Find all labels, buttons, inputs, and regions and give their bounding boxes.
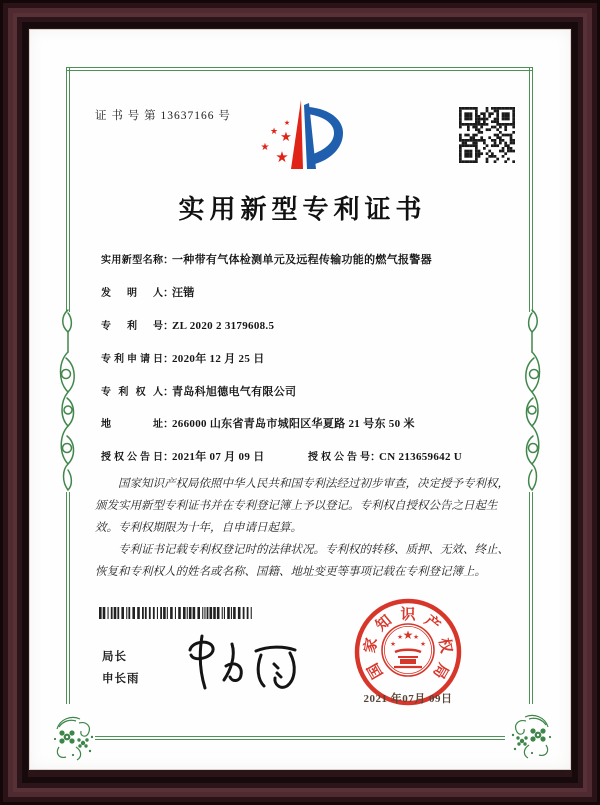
svg-text:家: 家 [362, 636, 381, 655]
field-value: CN 213659642 U [379, 451, 463, 463]
bottom-left-floral-icon [51, 713, 97, 761]
border-right-line-lower [529, 492, 533, 704]
national-emblem-icon [382, 624, 434, 676]
svg-text:★: ★ [390, 640, 396, 648]
barcode [99, 607, 257, 619]
svg-text:知: 知 [373, 612, 396, 635]
field-colon: ： [163, 418, 174, 430]
official-seal [348, 592, 468, 714]
svg-text:★: ★ [269, 127, 279, 137]
field-colon: ： [163, 287, 174, 299]
field-label: 发明人 [101, 288, 163, 299]
field-label: 地址 [101, 419, 163, 430]
field-label: 授权公告日 [101, 452, 163, 463]
field-value: 2020年 12 月 25 日 [172, 353, 265, 365]
svg-text:★: ★ [402, 628, 414, 642]
director-signature [180, 624, 308, 694]
field-colon: ： [163, 451, 174, 463]
svg-text:★: ★ [413, 633, 419, 641]
field-row-patentee [101, 385, 296, 400]
officer-name: 申长雨 [102, 673, 140, 685]
svg-text:产: 产 [420, 612, 443, 635]
legal-text [95, 473, 509, 583]
field-label: 专利号 [101, 321, 163, 332]
svg-text:识: 识 [400, 607, 416, 623]
field-value: 汪锴 [172, 287, 195, 299]
field-value: 一种带有气体检测单元及远程传输功能的燃气报警器 [172, 254, 432, 266]
field-row-grant [101, 450, 463, 465]
svg-text:★: ★ [420, 640, 426, 648]
field-colon: ： [163, 353, 174, 365]
certificate-title: 实用新型专利证书 [178, 195, 427, 224]
field-colon: ： [163, 254, 174, 266]
field-row-filing-date [101, 352, 265, 367]
field-value: ZL 2020 2 3179608.5 [172, 320, 275, 332]
svg-text:国: 国 [365, 659, 387, 682]
svg-text:★: ★ [275, 148, 289, 166]
svg-text:★: ★ [283, 119, 291, 127]
svg-text:权: 权 [435, 636, 454, 655]
field-row-name [101, 253, 432, 268]
left-scroll-flourish-icon [56, 306, 80, 496]
border-top-line [67, 67, 533, 71]
svg-text:★: ★ [280, 130, 292, 145]
right-scroll-flourish-icon [520, 306, 544, 496]
seal-circular-text [360, 605, 455, 682]
certificate-number: 证 书 号 第 13637166 号 [95, 110, 231, 122]
seal-date: 2021 年07月 09日 [363, 693, 453, 705]
cnipa-logo-icon [256, 97, 348, 171]
legal-paragraph-1: 国家知识产权局依照中华人民共和国专利法经过初步审查，决定授予专利权，颁发实用新型专利证书并在专利登记簿上予以登记。专利权自授权公告之日起生效。专利权期限为十年，自申请日起算。 [95, 478, 509, 534]
qr-code [459, 107, 515, 163]
field-pair-grant-number [308, 450, 462, 465]
border-bottom-line [95, 736, 505, 740]
border-left-line-lower [66, 492, 70, 704]
field-label: 授权公告号 [308, 452, 370, 463]
field-colon: ： [370, 451, 381, 463]
field-colon: ： [163, 386, 174, 398]
field-value: 青岛科旭德电气有限公司 [172, 386, 297, 398]
field-label: 专利权人 [101, 387, 163, 398]
field-row-address [101, 417, 415, 432]
svg-text:局: 局 [429, 659, 451, 682]
svg-text:★: ★ [397, 633, 403, 641]
field-label: 实用新型名称 [101, 255, 163, 266]
field-value: 266000 山东省青岛市城阳区华夏路 21 号东 50 米 [172, 418, 415, 430]
field-row-inventor [101, 286, 195, 301]
field-colon: ： [163, 320, 174, 332]
svg-text:★: ★ [260, 142, 270, 153]
field-row-patent-no [101, 319, 274, 334]
officer-title: 局长 [102, 651, 127, 663]
field-value: 2021年 07 月 09 日 [172, 451, 265, 463]
field-label: 专利申请日 [101, 354, 163, 365]
legal-paragraph-2: 专利证书记载专利权登记时的法律状况。专利权的转移、质押、无效、终止、恢复和专利权人的姓名或名称、国籍、地址变更等事项记载在专利登记簿上。 [95, 544, 509, 578]
bottom-right-floral-icon [508, 711, 554, 759]
